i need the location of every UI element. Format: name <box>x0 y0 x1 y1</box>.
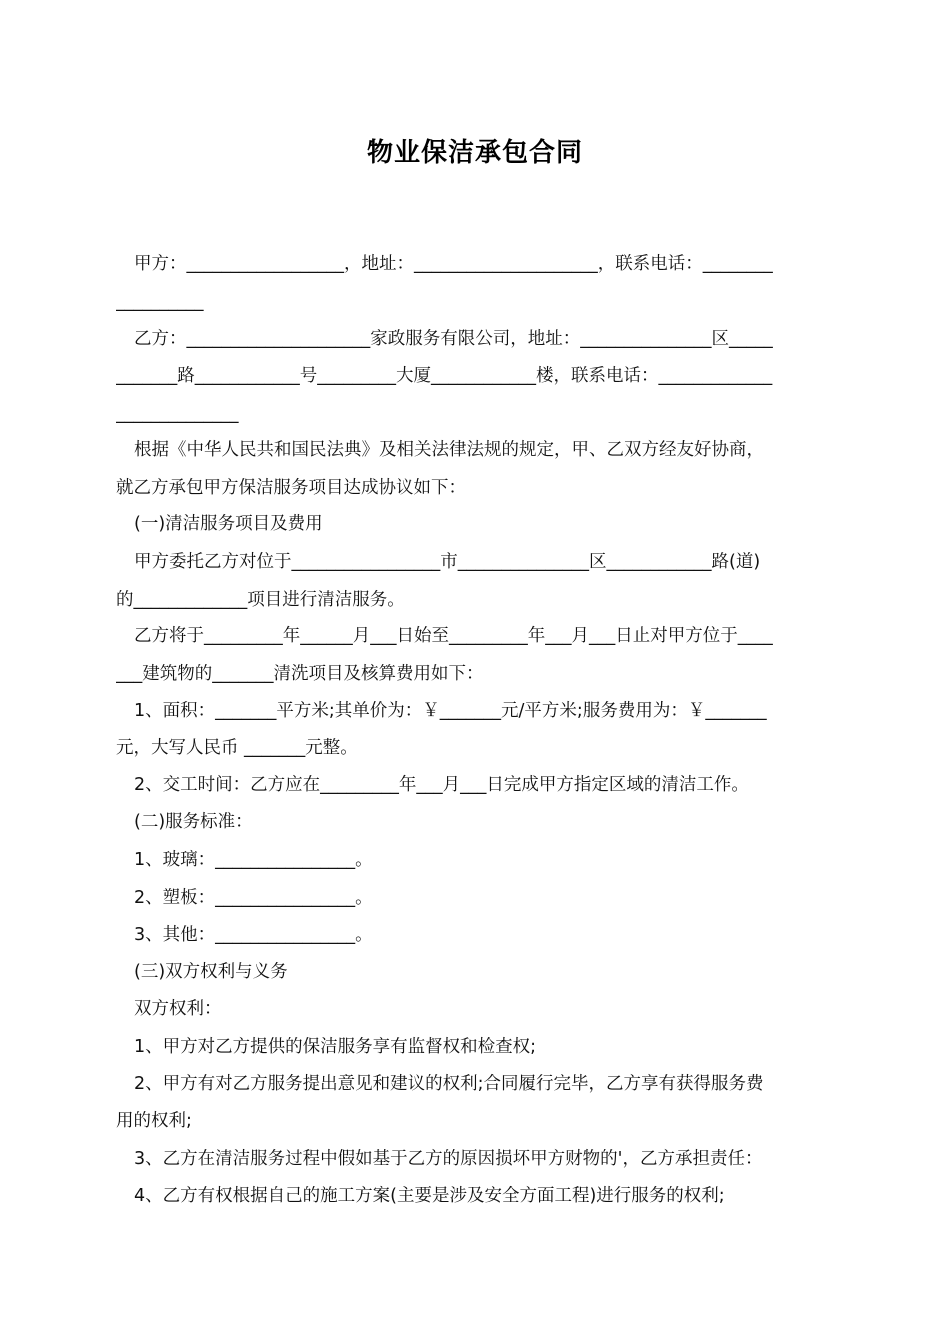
rights-item-1: 1、甲方对乙方提供的保洁服务享有监督权和检查权; <box>134 1037 537 1057</box>
party-b-line: 乙方：_____________________家政服务有限公司，地址：_______________区_____ <box>134 329 773 349</box>
party-a-line-cont: __________ <box>116 292 204 312</box>
rights-item-4: 4、乙方有权根据自己的施工方案(主要是涉及安全方面工程)进行服务的权利; <box>134 1186 725 1206</box>
section-heading-2: (二)服务标准： <box>134 812 253 832</box>
service-location-line: 甲方委托乙方对位于_________________市_______________区____________路(道) <box>134 552 761 572</box>
rights-item-3: 3、乙方在清洁服务过程中假如基于乙方的原因损坏甲方财物的'，乙方承担责任： <box>134 1149 763 1169</box>
rights-item-2: 2、甲方有对乙方服务提出意见和建议的权利;合同履行完毕，乙方享有获得服务费 <box>134 1074 764 1094</box>
standard-item-2: 2、塑板：________________。 <box>134 888 373 908</box>
section-heading-1: (一)清洁服务项目及费用 <box>134 514 323 534</box>
party-a-line: 甲方：__________________，地址：_____________________，联系电话：________ <box>134 254 773 274</box>
preamble-paragraph-cont: 就乙方承包甲方保洁服务项目达成协议如下： <box>116 478 466 498</box>
document-title: 物业保洁承包合同 <box>366 138 583 168</box>
fee-item-1: 1、面积：_______平方米;其单价为：￥_______元/平方米;服务费用为：￥_______ <box>134 701 767 721</box>
party-b-line-cont: _______路____________号_________大厦____________楼，联系电话：_____________ <box>116 366 773 386</box>
preamble-paragraph: 根据《中华人民共和国民法典》及相关法律法规的规定，甲、乙双方经友好协商， <box>134 440 764 460</box>
fee-item-1-cont: 元，大写人民币 _______元整。 <box>116 738 358 758</box>
standard-item-1: 1、玻璃：________________。 <box>134 850 373 870</box>
service-period-line: 乙方将于_________年______月___日始至_________年___月___日止对甲方位于____ <box>134 626 773 646</box>
section-heading-3: (三)双方权利与义务 <box>134 962 288 982</box>
party-b-line-cont-2: ______________ <box>116 404 239 424</box>
service-location-line-cont: 的_____________项目进行清洁服务。 <box>116 590 405 610</box>
standard-item-3: 3、其他：________________。 <box>134 925 373 945</box>
fee-item-2: 2、交工时间：乙方应在_________年___月___日完成甲方指定区域的清洁工作。 <box>134 775 749 795</box>
rights-heading: 双方权利： <box>134 999 222 1019</box>
service-period-line-cont: ___建筑物的_______清洗项目及核算费用如下： <box>116 664 484 684</box>
rights-item-2-cont: 用的权利; <box>116 1111 192 1131</box>
